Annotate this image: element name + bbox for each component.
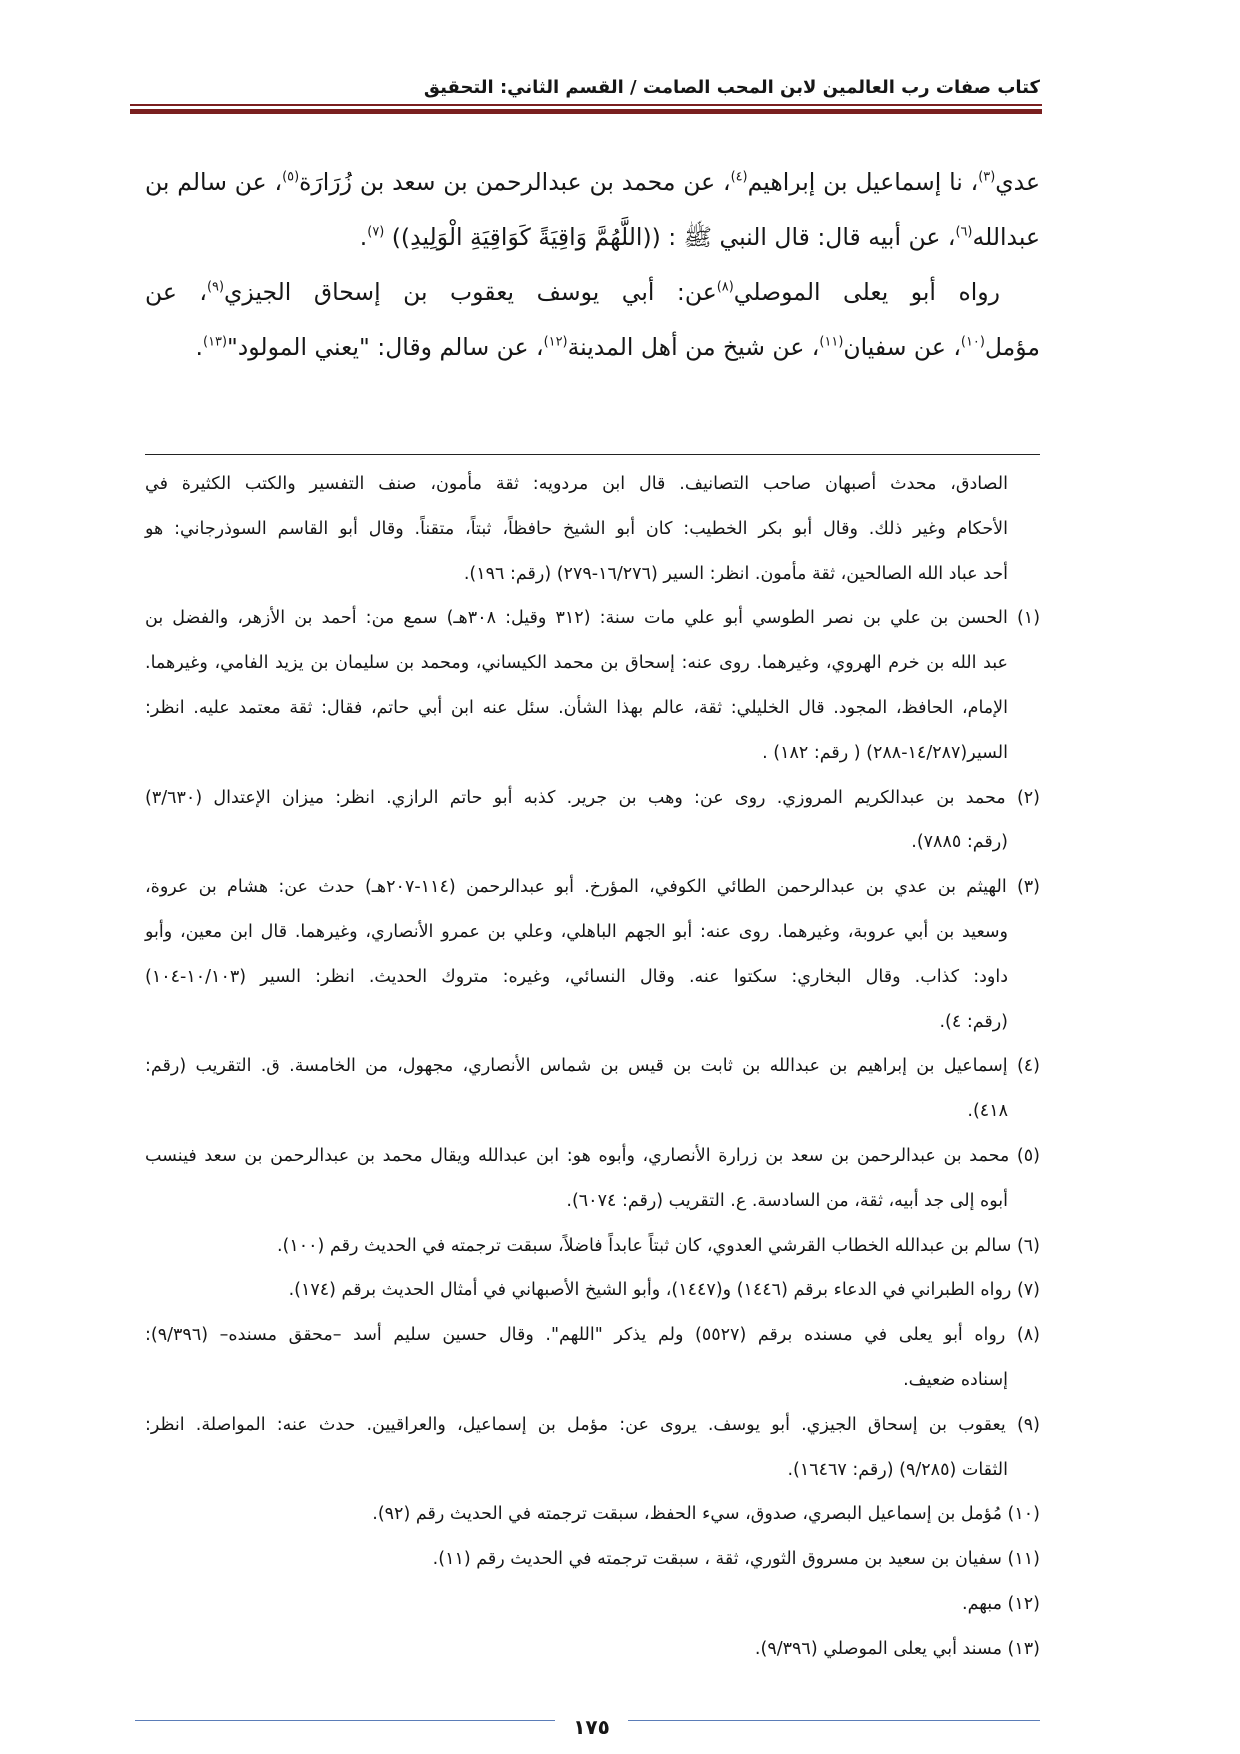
footnote-ref: (٨) [716, 279, 734, 295]
running-header: كتاب صفات رب العالمين لابن المحب الصامت / القسم الثاني: التحقيق [423, 77, 1040, 98]
footnote-line: أبوه إلى جد أبيه، ثقة، من السادسة. ع. التقريب (رقم: ٦٠٧٤). [566, 1190, 1008, 1211]
footnote-number: (١٠) [1007, 1504, 1040, 1525]
footnote-12 [145, 1582, 1040, 1627]
footnote-number: (٢) [1016, 787, 1040, 808]
main-line [145, 155, 1040, 210]
footnote-6 [145, 1224, 1040, 1269]
main-line [145, 265, 1040, 320]
footnote-ref: (١٣) [203, 334, 227, 350]
footnote-text: إسماعيل بن إبراهيم بن عبدالله بن ثابت بن قيس بن شماس الأنصاري، مجهول، من الخامسة. ق. التقريب (رقم: [145, 1056, 1008, 1077]
footnote-line: السير(١٤/٢٨٧-٢٨٨) ( رقم: ١٨٢) . [762, 742, 1008, 763]
footnote-line: أحد عباد الله الصالحين، ثقة مأمون. انظر: السير (١٦/٢٧٦-٢٧٩) (رقم: ١٩٦). [463, 563, 1008, 584]
footnote-text: محمد بن عبدالكريم المروزي. روى عن: وهب بن جرير. كذبه أبو حاتم الرازي. انظر: ميزان الإعتدال (٣/٦٣٠) [145, 787, 1006, 808]
footnote-ref: (٩) [207, 279, 225, 295]
footnote-ref: (٥) [282, 169, 300, 185]
footnote-line: الأحكام وغير ذلك. وقال أبو بكر الخطيب: كان أبو الشيخ حافظاً، ثبتاً، متقناً. وقال أبو القاسم السوذرجاني: هو [145, 518, 1008, 539]
footnote-line: الثقات (٩/٢٨٥) (رقم: ١٦٤٦٧). [787, 1459, 1008, 1480]
footnote-text: سالم بن عبدالله الخطاب القرشي العدوي، كان ثبتاً عابداً فاضلاً، سبقت ترجمته في الحديث رقم (١٠٠). [276, 1235, 1012, 1256]
main-text [145, 155, 1040, 375]
footnote-text: مُؤمل بن إسماعيل البصري، صدوق، سيء الحفظ، سبقت ترجمته في الحديث رقم (٩٢). [372, 1504, 1002, 1525]
page-number: ١٧٥ [573, 1715, 610, 1739]
footnote-line [145, 1582, 1040, 1627]
main-text-segment: ، عن سفيان [843, 333, 961, 361]
footnote-13 [145, 1627, 1040, 1672]
footnote-ref: (٦) [955, 224, 973, 240]
footnote-number: (٣) [1016, 877, 1040, 898]
footnote-line: (رقم: ٤). [939, 1011, 1008, 1032]
footnote-line: إسناده ضعيف. [903, 1369, 1008, 1390]
footnote-number: (١٢) [1007, 1593, 1040, 1614]
footer-rule-left [135, 1720, 555, 1721]
footnote-line [145, 1537, 1040, 1582]
main-text-segment: ، عن سالم وقال: "يعني المولود" [227, 333, 544, 361]
main-text-segment: مؤمل [984, 333, 1040, 361]
footnote-1 [145, 596, 1040, 775]
footnote-7 [145, 1268, 1040, 1313]
footnote-line: الإمام، الحافظ، المجود. قال الخليلي: ثقة، عالم بهذا الشأن. سئل عنه ابن أبي حاتم، فقال: ثقة معتمد عليه. انظر: [145, 697, 1008, 718]
main-text-segment: ، عن أبيه قال: قال النبي ﷺ : ((اللَّهُمَّ وَاقِيَةً كَوَاقِيَةِ الْوَلِيدِ)) [384, 223, 956, 251]
footnote-line [145, 1313, 1040, 1358]
footnote-line [145, 1627, 1040, 1672]
footnote-continued [145, 462, 1040, 596]
footnote-9 [145, 1403, 1040, 1493]
main-text-segment: عبدالله [972, 223, 1040, 251]
footnote-line [145, 1224, 1040, 1269]
footnote-text: سفيان بن سعيد بن مسروق الثوري، ثقة ، سبقت ترجمته في الحديث رقم (١١). [432, 1549, 1002, 1570]
footnote-text: مسند أبي يعلى الموصلي (٩/٣٩٦). [754, 1638, 1002, 1659]
footnote-4 [145, 1044, 1040, 1134]
footnote-line [145, 1044, 1040, 1089]
footnote-ref: (٤) [730, 169, 748, 185]
main-text-segment: ، عن سالم بن [145, 168, 283, 196]
main-text-segment: عن: أبي يوسف يعقوب بن إسحاق الجيزي [224, 278, 717, 306]
footnote-line: عبد الله بن خرم الهروي، وغيرهما. روى عنه: إسحاق بن محمد الكيساني، ومحمد بن سليمان بن يزيد الفامي، وغيرهما. [145, 653, 1008, 674]
footnote-text: يعقوب بن إسحاق الجيزي. أبو يوسف. يروى عن: مؤمل بن إسماعيل، والعراقيين. حدث عنه: المواصلة. انظر: [145, 1414, 1006, 1435]
footnote-ref: (١٢) [543, 334, 568, 350]
footnote-line [145, 1134, 1040, 1179]
footer-rule-right [628, 1720, 1040, 1721]
main-text-segment: . [359, 223, 368, 251]
footnote-number: (٧) [1016, 1280, 1040, 1301]
footnote-text: مبهم. [962, 1593, 1002, 1614]
footnote-line: ٤١٨). [967, 1101, 1008, 1122]
footnote-line: وسعيد بن أبي عروبة، وغيرهما. روى عنه: أبو الجهم الباهلي، وعلي بن عمرو الأنصاري، وغيرهما. قال ابن معين، وأبو [145, 921, 1008, 942]
footnote-text: محمد بن عبدالرحمن بن سعد بن زرارة الأنصاري، وأبوه هو: ابن عبدالله ويقال محمد بن عبدالرحمن بن سعد فينسب [145, 1145, 1010, 1166]
footnote-line [145, 596, 1040, 641]
main-text-segment: ، عن [145, 278, 207, 306]
footnote-text: رواه الطبراني في الدعاء برقم (١٤٤٦) و(١٤٤٧)، وأبو الشيخ الأصبهاني في أمثال الحديث برقم (١٧٤). [288, 1280, 1012, 1301]
footnote-number: (٩) [1016, 1414, 1040, 1435]
main-text-segment: . [195, 333, 204, 361]
main-text-segment: رواه أبو يعلى الموصلي [733, 278, 1000, 306]
footnote-number: (١٣) [1007, 1638, 1040, 1659]
footnote-ref: (٧) [367, 224, 385, 240]
main-line [145, 320, 1040, 375]
footnotes [145, 462, 1040, 1672]
main-text-segment: ، عن محمد بن عبدالرحمن بن سعد بن زُرَارَة [299, 168, 731, 196]
footnote-line [145, 1492, 1040, 1537]
footnote-number: (١) [1016, 608, 1041, 629]
footnote-line: (رقم: ٧٨٨٥). [911, 832, 1008, 853]
footnote-line [145, 776, 1040, 821]
footnote-number: (١١) [1007, 1549, 1040, 1570]
footnote-8 [145, 1313, 1040, 1403]
footnote-ref: (١٠) [960, 334, 985, 350]
footnote-ref: (٣) [978, 169, 996, 185]
footnote-separator [145, 454, 1040, 455]
footnote-ref: (١١) [819, 334, 844, 350]
footnote-2 [145, 776, 1040, 866]
footnote-text: الهيثم بن عدي بن عبدالرحمن الطائي الكوفي، المؤرخ. أبو عبدالرحمن (١١٤-٢٠٧هـ) حدث عن: هشام بن عروة، [145, 877, 1007, 898]
header-rule-thick [130, 109, 1042, 114]
footnote-number: (٤) [1016, 1056, 1040, 1077]
main-line [145, 210, 1040, 265]
footnote-line: داود: كذاب. وقال البخاري: سكتوا عنه. وقال النسائي، وغيره: متروك الحديث. انظر: السير (١٠/١٠٣-١٠٤) [145, 966, 1008, 987]
footnote-line [145, 865, 1040, 910]
footnote-line: الصادق، محدث أصبهان صاحب التصانيف. قال ابن مردويه: ثقة مأمون، صنف التفسير والكتب الكثيرة في [145, 474, 1008, 494]
footnote-3 [145, 865, 1040, 1044]
main-text-segment: ، عن شيخ من أهل المدينة [567, 333, 820, 361]
footnote-number: (٥) [1016, 1145, 1040, 1166]
footnote-number: (٦) [1016, 1235, 1040, 1256]
footnote-line [145, 1268, 1040, 1313]
footnote-5 [145, 1134, 1040, 1224]
footnote-line [145, 1403, 1040, 1448]
footnote-text: رواه أبو يعلى في مسنده برقم (٥٥٢٧) ولم يذكر "اللهم". وقال حسين سليم أسد –محقق مسنده– (٩/٣٩٦): [145, 1325, 1006, 1346]
footnote-11 [145, 1537, 1040, 1582]
main-text-segment: عدي [995, 168, 1040, 196]
main-text-segment: ، نا إسماعيل بن إبراهيم [747, 168, 979, 196]
footnote-text: الحسن بن علي بن نصر الطوسي أبو علي مات سنة: (٣١٢ وقيل: ٣٠٨هـ) سمع من: أحمد بن الأزهر، والفضل بن [145, 608, 1008, 629]
footnote-number: (٨) [1016, 1325, 1040, 1346]
header-rule-thin [130, 104, 1042, 106]
footnote-10 [145, 1492, 1040, 1537]
